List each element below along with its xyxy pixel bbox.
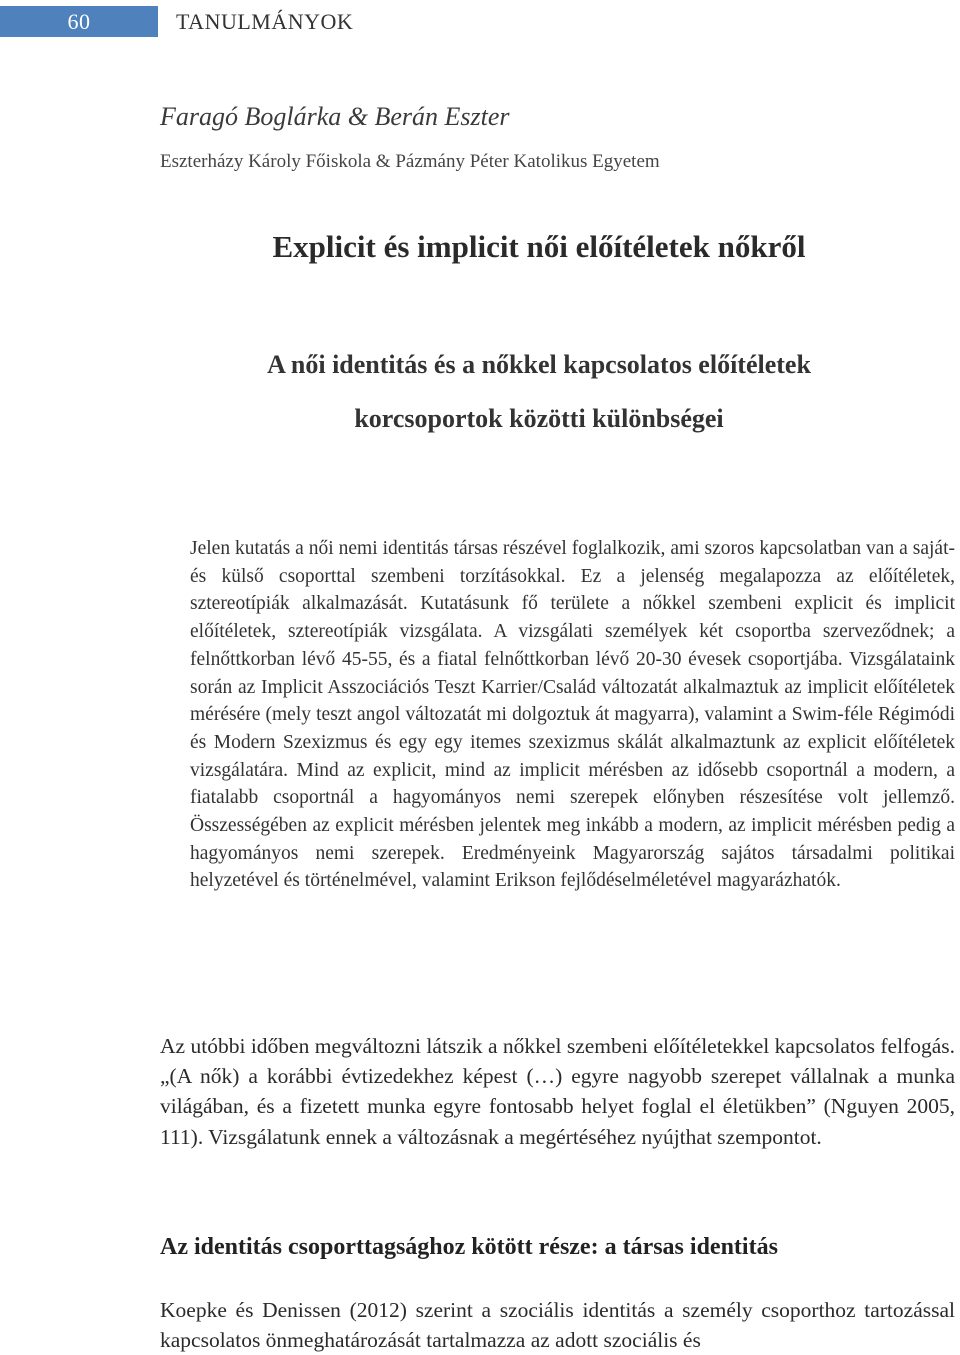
article-title: Explicit és implicit női előítéletek nőkről: [272, 229, 806, 264]
abstract: Jelen kutatás a női nemi identitás társas részével foglalkozik, ami szoros kapcsolatban van a saját- és külső csoporttal szembeni torzításokkal. Ez a jelenség megalapozza az előítéletek, sztereotípiák alkalmazását. Kutatásunk fő területe a nőkkel szembeni explicit és implicit előítéletek, sztereotípiák vizsgálata. A vizsgálati személyek két csoportba szerveződnek; a felnőttkorban lévő 45-55, és a fiatal felnőttkorban lévő 20-30 évesek csoportjába. Vizsgálataink során az Implicit Asszociációs Teszt Karrier/Család változatát alkalmaztuk az implicit előítéletek mérésére (mely teszt angol változatát mi dolgoztuk át magyarra), valamint a Swim-féle Régimódi és Modern Szexizmus és egy egy itemes szexizmus skálát alkalmaztunk az explicit előítéletek vizsgálatára. Mind az explicit, mind az implicit mérésben az idősebb csoportnál a modern, a fiatalabb csoportnál a hagyományos nemi szerepek előnyben részesítése volt jellemző. Összességében az explicit mérésben jelentek meg inkább a modern, az implicit mérésben pedig a hagyományos nemi szerepek. Eredményeink Magyarország sajátos társadalmi politikai helyzetével és történelmével, valamint Erikson fejlődéselméletével magyarázhatók.: [190, 538, 955, 892]
section-heading: Az identitás csoporttagsághoz kötött része: a társas identitás: [160, 1234, 778, 1260]
body-paragraph-1: Az utóbbi időben megváltozni látszik a nőkkel szembeni előítéletekkel kapcsolatos felfogás. „(A nők) a korábbi évtizedekhez képest (…) egyre nagyobb szerepet vállalnak a munka világában, és a fizetett munka egyre fontosabb helyet foglal el életükben” (Nguyen 2005, 111). Vizsgálatunk ennek a változásnak a megértéséhez nyújthat szempontot.: [160, 1034, 955, 1149]
section-label: TANULMÁNYOK: [176, 9, 354, 34]
page-number: 60: [67, 9, 91, 34]
authors: Faragó Boglárka & Berán Eszter: [160, 102, 510, 131]
body-paragraph-2: Koepke és Denissen (2012) szerint a szociális identitás a személy csoporthoz tartozással kapcsolatos önmeghatározását tartalmazza az adott szociális és: [160, 1298, 955, 1353]
affiliation: Eszterházy Károly Főiskola & Pázmány Péter Katolikus Egyetem: [160, 151, 660, 172]
subtitle-line-2: korcsoportok közötti különbségei: [354, 404, 724, 433]
subtitle-line-1: A női identitás és a nőkkel kapcsolatos előítéletek: [267, 350, 811, 379]
